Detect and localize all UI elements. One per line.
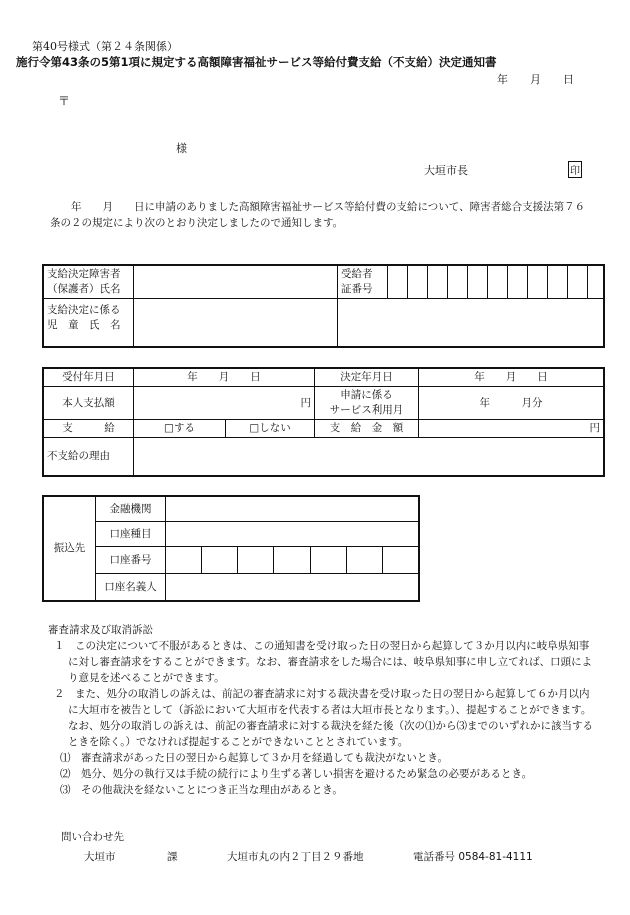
certificate-digit-cell[interactable] [528,266,548,299]
note-item-1: １ この決定について不服があるときは、この通知書を受け取った日の翌日から起算して３か月以内に岐阜県知事に対し審査請求をすることができます。なお、審査請求をした場合には、岐阜県知事に申し立てれば、口頭により意見を述べることができます。 [54,640,593,684]
decision-table [43,368,604,476]
transfer-label: 振込先 [44,497,96,601]
certificate-digit-cell[interactable] [408,266,428,299]
notice-paragraph: 年 月 日に申請のありました高額障害福祉サービス等給付費の支給について、障害者総合支援法第７６条の２の規定により次のとおり決定しましたので通知します。 [50,201,586,229]
payment-label: 支 給 [44,420,134,438]
child-name-label: 支給決定に係る 児 童 氏 名 [44,299,134,347]
note-sub-1: ⑴ 審査請求があった日の翌日から起算して３か月を経過しても裁決がないとき。 [60,752,448,764]
certificate-digit-cell[interactable] [508,266,528,299]
certificate-digit-cell[interactable] [388,266,408,299]
payment-no-checkbox[interactable]: □しない [226,420,315,438]
decision-date-label: 決定年月日 [315,369,419,387]
received-date-value[interactable]: 年 月 日 [134,369,315,387]
account-type-label: 口座種目 [96,522,166,547]
certificate-digit-cell[interactable] [588,266,604,299]
received-date-label: 受付年月日 [44,369,134,387]
self-payment-label: 本人支払額 [44,387,134,420]
certificate-digit-cell[interactable] [448,266,468,299]
service-month-label: 申請に係る サービス利用月 [315,387,419,420]
denial-reason-field[interactable] [134,438,604,476]
account-digit-cell[interactable] [274,547,310,574]
contact-city: 大垣市 [84,851,116,863]
contact-heading: 問い合わせ先 [61,831,124,843]
recipient-table [43,265,604,347]
honorific: 様 [176,142,187,155]
account-digit-cell[interactable] [310,547,346,574]
appeal-notes [48,622,593,798]
account-digit-cell[interactable] [202,547,238,574]
issue-date: 年 月 日 [497,73,574,86]
account-holder-label: 口座名義人 [96,574,166,601]
certificate-digit-cell[interactable] [468,266,488,299]
certificate-digit-cell[interactable] [488,266,508,299]
blank-area [338,299,604,347]
note-item-2: ２ また、処分の取消しの訴えは、前記の審査請求に対する裁決書を受け取った日の翌日から起算して６か月以内に大垣市を被告として（訴訟において大垣市を代表する者は大垣市長となります。）、提起することができます。なお、処分の取消しの訴えは、前記の審査請求に対する裁決を経た後（次の⑴から⑶までのいずれかに該当するときを除く。）でなければ提起することができないこととされています。 [54,688,593,748]
recipient-name-label: 支給決定障害者 （保護者）氏名 [44,266,134,299]
bank-field[interactable] [166,497,419,522]
note-sub-2: ⑵ 処分、処分の執行又は手続の続行により生ずる著しい損害を避けるため緊急の必要があるとき。 [60,768,533,780]
transfer-table [43,496,419,601]
recipient-name-field[interactable] [134,266,338,299]
payment-amount-label: 支 給 金 額 [315,420,419,438]
payment-amount-value[interactable] [419,420,604,438]
contact-address: 大垣市丸の内２丁目２９番地 [227,851,364,863]
child-name-field[interactable] [134,299,338,347]
contact-section: 課 [167,851,178,863]
note-sub-3: ⑶ その他裁決を経ないことにつき正当な理由があるとき。 [60,784,343,796]
account-digit-cell[interactable] [166,547,202,574]
yen-unit: 円 [589,422,600,434]
account-digit-cell[interactable] [238,547,274,574]
denial-reason-label: 不支給の理由 [44,438,134,476]
document-title: 施行令第43条の5第1項に規定する高額障害福祉サービス等給付費支給（不支給）決定通知書 [16,55,497,69]
payment-yes-checkbox[interactable]: □する [134,420,226,438]
yen-unit: 円 [300,396,311,409]
notes-heading: 審査請求及び取消訴訟 [48,624,153,636]
decision-date-value[interactable]: 年 月 日 [419,369,604,387]
certificate-digit-cell[interactable] [428,266,448,299]
account-holder-field[interactable] [166,574,419,601]
account-digit-cell[interactable] [382,547,418,574]
bank-label: 金融機関 [96,497,166,522]
seal-mark: 印 [568,161,582,178]
certificate-digit-cell[interactable] [568,266,588,299]
account-type-field[interactable] [166,522,419,547]
postal-mark: 〒 [58,94,71,108]
form-number: 第40号様式（第２４条関係） [32,40,178,53]
certificate-number-label: 受給者 証番号 [338,266,388,299]
contact-phone: 電話番号 0584-81-4111 [413,851,533,863]
account-number-label: 口座番号 [96,547,166,574]
certificate-digit-cell[interactable] [548,266,568,299]
self-payment-value[interactable] [134,387,315,420]
issuer-name: 大垣市長 [424,164,468,177]
service-month-value[interactable]: 年 月分 [419,387,604,420]
account-digit-cell[interactable] [346,547,382,574]
